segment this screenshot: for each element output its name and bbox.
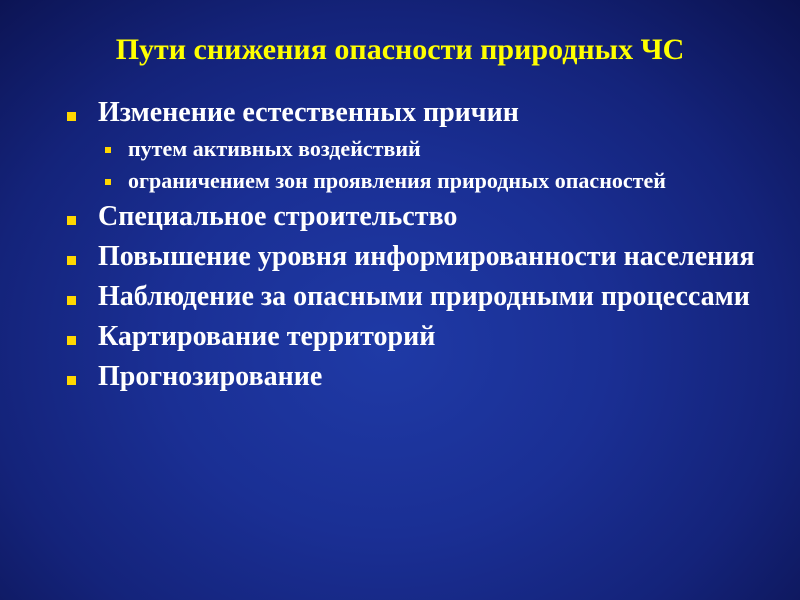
slide-title: Пути снижения опасности природных ЧС	[115, 33, 685, 66]
bullet-item	[60, 240, 770, 274]
sub-bullet-text: ограничением зон проявления природных опасностей	[128, 168, 666, 193]
square-bullet-icon	[67, 112, 76, 121]
bullet-item	[60, 320, 770, 354]
bullet-item	[60, 280, 770, 314]
square-bullet-icon	[105, 179, 111, 185]
square-bullet-icon	[67, 216, 76, 225]
bullet-text: Повышение уровня информированности населения	[98, 241, 755, 272]
square-bullet-icon	[67, 336, 76, 345]
bullet-text: Специальное строительство	[98, 201, 458, 232]
bullet-text: Картирование территорий	[98, 321, 436, 352]
square-bullet-icon	[67, 296, 76, 305]
square-bullet-icon	[67, 376, 76, 385]
sub-bullet-list	[98, 136, 770, 194]
bullet-item	[60, 360, 770, 394]
bullet-text: Прогнозирование	[98, 361, 323, 392]
sub-bullet-item	[98, 136, 770, 162]
square-bullet-icon	[105, 147, 111, 153]
bullet-item	[60, 200, 770, 234]
sub-bullet-item	[98, 168, 770, 194]
bullet-item	[60, 96, 770, 194]
sub-bullet-text: путем активных воздействий	[128, 136, 421, 161]
bullet-list	[60, 96, 770, 400]
square-bullet-icon	[67, 256, 76, 265]
bullet-text: Наблюдение за опасными природными процессами	[98, 281, 750, 312]
bullet-text: Изменение естественных причин	[98, 97, 519, 128]
